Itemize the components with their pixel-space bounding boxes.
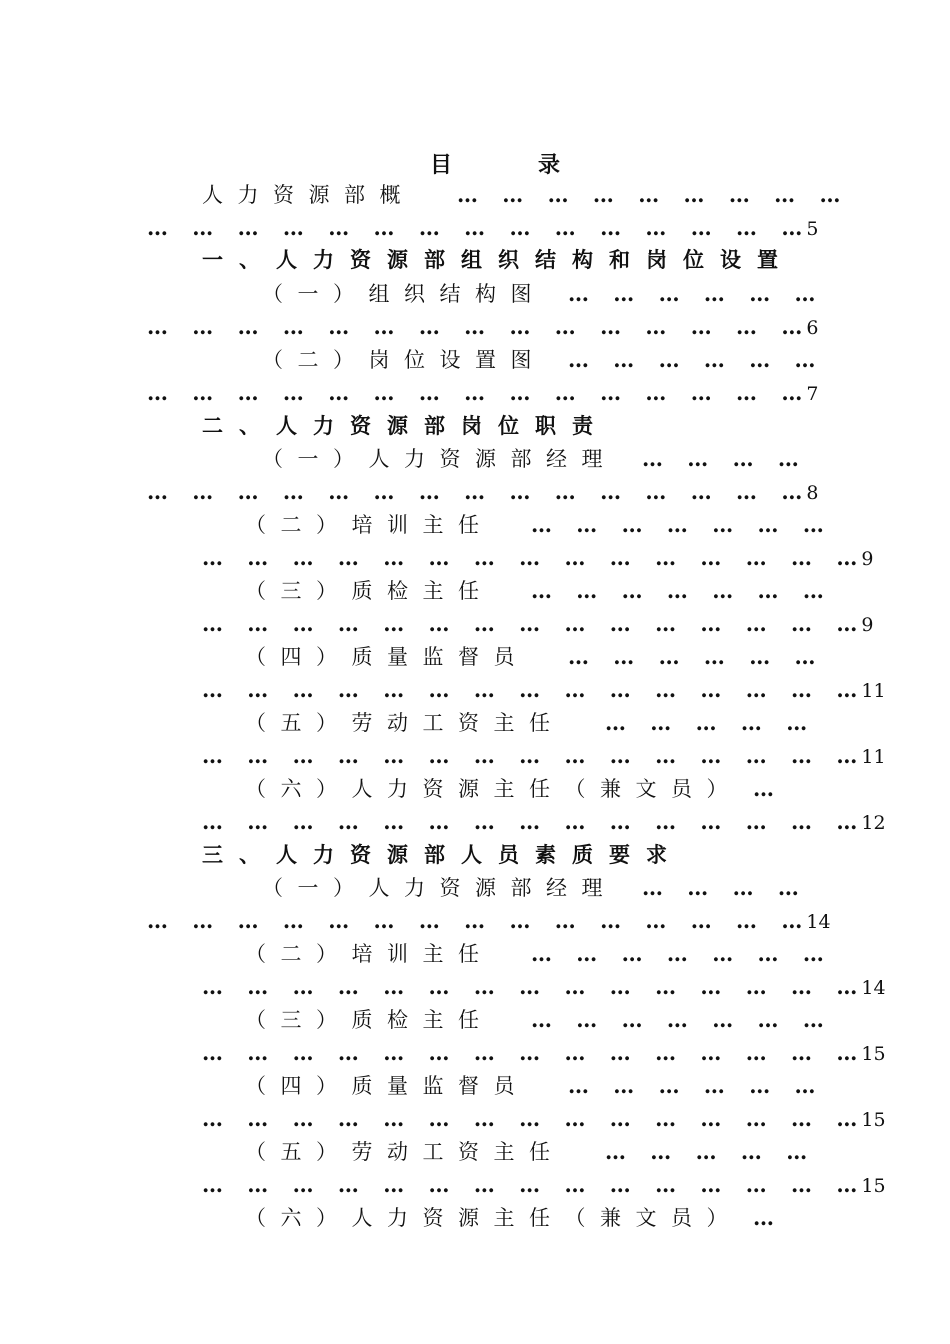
toc-entry-label: （一）人力资源部经理 bbox=[262, 876, 617, 900]
toc-entry[interactable] bbox=[245, 510, 494, 540]
toc-page-number: 15 bbox=[861, 1109, 886, 1131]
toc-entry-label: （一）人力资源部经理 bbox=[262, 447, 617, 471]
toc-leader-dots: … bbox=[753, 1205, 774, 1230]
toc-section-heading: 三、人力资源部人员素质要求 bbox=[202, 842, 683, 867]
toc-leader-line bbox=[202, 609, 873, 639]
toc-leader-dots: … … … … … … bbox=[568, 1073, 816, 1098]
toc-entry[interactable] bbox=[245, 576, 494, 606]
toc-entry-label: （六）人力资源主任（兼文员） bbox=[245, 777, 742, 801]
toc-entry[interactable] bbox=[245, 1203, 742, 1233]
toc-entry-label: （四）质量监督员 bbox=[245, 645, 529, 669]
toc-leader-dots: … … … … … … … … … … … … … … … bbox=[202, 1040, 858, 1065]
toc-leader-dots: … … … … … … bbox=[568, 347, 816, 372]
toc-leader-line bbox=[202, 1170, 886, 1200]
toc-page-number: 11 bbox=[861, 746, 886, 768]
toc-entry-label: （五）劳动工资主任 bbox=[245, 711, 565, 735]
toc-leader-dots: … … … … … … … bbox=[531, 1007, 824, 1032]
toc-leader-line bbox=[147, 477, 818, 507]
toc-page-number: 15 bbox=[861, 1175, 886, 1197]
toc-title-char-2: 录 bbox=[538, 152, 561, 178]
toc-leader-dots: … … … … … … … … … … … … … … … bbox=[202, 611, 858, 636]
toc-leader-dots: … … … … … bbox=[605, 710, 808, 735]
toc-leader-dots: … … … … … … … bbox=[531, 578, 824, 603]
toc-leader-dots: … … … … … … … … … … … … … … … bbox=[202, 809, 858, 834]
toc-entry[interactable] bbox=[262, 444, 617, 474]
toc-entry-label: （六）人力资源主任（兼文员） bbox=[245, 1206, 742, 1230]
toc-entry[interactable] bbox=[262, 345, 546, 375]
toc-entry[interactable] bbox=[245, 708, 565, 738]
toc-leader-dots: … … … … … … … … … … … … … … … bbox=[202, 743, 858, 768]
toc-entry-label: （四）质量监督员 bbox=[245, 1074, 529, 1098]
toc-title-char-1: 目 bbox=[429, 152, 452, 178]
toc-entry[interactable] bbox=[245, 1005, 494, 1035]
toc-page-number: 14 bbox=[861, 977, 886, 999]
toc-leader-dots: … … … … … … … … … … … … … … … bbox=[202, 974, 858, 999]
toc-entry-label: 人力资源部概 bbox=[202, 183, 415, 207]
toc-leader-dots: … … … … … … … bbox=[531, 941, 824, 966]
toc-leader-line bbox=[202, 543, 873, 573]
toc-page-number: 7 bbox=[806, 383, 819, 405]
toc-leader-line bbox=[202, 807, 886, 837]
toc-leader-dots: … … … … … … … … … … … … … … … bbox=[202, 545, 858, 570]
toc-entry[interactable] bbox=[245, 774, 742, 804]
toc-entry-label: （二）培训主任 bbox=[245, 942, 494, 966]
toc-leader-dots: … … … … … … … … … … … … … … … bbox=[147, 215, 803, 240]
toc-page-number: 15 bbox=[861, 1043, 886, 1065]
toc-leader-dots: … … … … … … … … … … … … … … … bbox=[147, 908, 803, 933]
toc-leader-line bbox=[147, 213, 818, 243]
toc-page-number: 12 bbox=[861, 812, 886, 834]
toc-leader-dots: … … … … … … … … … … … … … … … bbox=[202, 677, 858, 702]
toc-section-heading: 二、人力资源部岗位职责 bbox=[202, 413, 609, 438]
toc-entry[interactable] bbox=[245, 642, 529, 672]
toc-leader-dots: … … … … … … … … … … … … … … … bbox=[147, 380, 803, 405]
toc-entry[interactable] bbox=[202, 840, 683, 870]
toc-leader-line bbox=[202, 1038, 886, 1068]
toc-entry[interactable] bbox=[245, 1137, 565, 1167]
toc-leader-line bbox=[202, 972, 886, 1002]
toc-page-number: 9 bbox=[861, 548, 874, 570]
toc-leader-dots: … … … … … bbox=[605, 1139, 808, 1164]
toc-leader-dots: … … … … … … bbox=[568, 644, 816, 669]
toc-leader-dots: … … … … … … … … … … … … … … … bbox=[147, 479, 803, 504]
toc-entry[interactable] bbox=[202, 245, 794, 275]
toc-section-heading: 一、人力资源部组织结构和岗位设置 bbox=[202, 247, 794, 272]
toc-page-number: 14 bbox=[806, 911, 831, 933]
toc-entry-label: （一）组织结构图 bbox=[262, 282, 546, 306]
toc-entry[interactable] bbox=[262, 873, 617, 903]
toc-leader-dots: … … … … … … bbox=[568, 281, 816, 306]
toc-page-number: 11 bbox=[861, 680, 886, 702]
toc-entry-label: （五）劳动工资主任 bbox=[245, 1140, 565, 1164]
toc-leader-dots: … … … … … … … … … … … … … … … bbox=[202, 1172, 858, 1197]
toc-entry[interactable] bbox=[202, 411, 609, 441]
toc-entry-label: （二）培训主任 bbox=[245, 513, 494, 537]
toc-entry[interactable] bbox=[202, 180, 415, 210]
toc-leader-line bbox=[147, 378, 818, 408]
toc-entry[interactable] bbox=[262, 279, 546, 309]
toc-entry-label: （三）质检主任 bbox=[245, 1008, 494, 1032]
toc-page-number: 6 bbox=[806, 317, 819, 339]
toc-page-number: 8 bbox=[806, 482, 819, 504]
toc-leader-dots: … … … … … … … … … … … … … … … bbox=[202, 1106, 858, 1131]
toc-entry-label: （二）岗位设置图 bbox=[262, 348, 546, 372]
toc-leader-line bbox=[202, 675, 886, 705]
toc-leader-line bbox=[147, 906, 831, 936]
toc-leader-dots: … … … … bbox=[642, 875, 799, 900]
toc-leader-dots: … bbox=[753, 776, 774, 801]
toc-leader-dots: … … … … bbox=[642, 446, 799, 471]
toc-entry[interactable] bbox=[245, 939, 494, 969]
toc-leader-dots: … … … … … … … … … bbox=[457, 182, 841, 207]
toc-page-number: 5 bbox=[806, 218, 819, 240]
toc-leader-line bbox=[147, 312, 818, 342]
toc-leader-line bbox=[202, 741, 886, 771]
toc-leader-dots: … … … … … … … bbox=[531, 512, 824, 537]
toc-page-number: 9 bbox=[861, 614, 874, 636]
toc-entry-label: （三）质检主任 bbox=[245, 579, 494, 603]
toc-leader-dots: … … … … … … … … … … … … … … … bbox=[147, 314, 803, 339]
toc-entry[interactable] bbox=[245, 1071, 529, 1101]
toc-leader-line bbox=[202, 1104, 886, 1134]
toc-title bbox=[0, 148, 950, 179]
